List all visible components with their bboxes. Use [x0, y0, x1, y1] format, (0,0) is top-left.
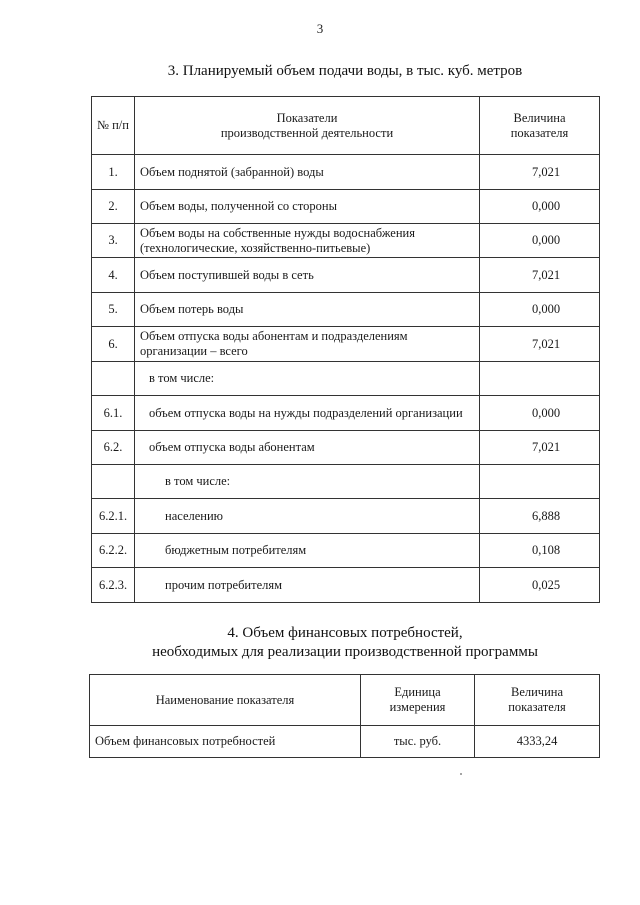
row-value: 7,021	[480, 327, 600, 362]
section-4-title-line2: необходимых для реализации производственной программы	[152, 644, 538, 660]
header-indicator-name: Наименование показателя	[90, 675, 361, 726]
row-number: 6.2.2.	[92, 534, 135, 568]
table-row	[92, 431, 600, 465]
table-row	[90, 726, 600, 758]
row-indicator: Объем поступившей воды в сеть	[135, 258, 480, 293]
table-header-row	[90, 675, 600, 726]
row-number: 6.2.	[92, 431, 135, 465]
table-row	[92, 258, 600, 293]
row-value: 0,000	[480, 224, 600, 258]
row-number: 4.	[92, 258, 135, 293]
row-number: 6.1.	[92, 396, 135, 431]
row-number: 5.	[92, 293, 135, 327]
water-supply-table	[91, 96, 600, 603]
header-unit-line1: Единица	[394, 685, 441, 699]
table-row	[92, 155, 600, 190]
table-row	[92, 362, 600, 396]
header-value-line2: показателя	[510, 125, 569, 140]
row-number	[92, 465, 135, 499]
page-number: 3	[316, 21, 324, 36]
header-indicator-line1: Показатели	[276, 110, 338, 125]
row-indicator: в том числе:	[135, 362, 480, 396]
table-row	[92, 224, 600, 258]
row-indicator: населению	[135, 499, 480, 534]
table-row	[92, 499, 600, 534]
table-row	[92, 465, 600, 499]
header-indicator-line2: производственной деятельности	[220, 125, 394, 140]
row-number: 2.	[92, 190, 135, 224]
row-value: 6,888	[480, 499, 600, 534]
financial-needs-table	[89, 674, 600, 758]
row-indicator: Объем воды на собственные нужды водоснабжения (технологические, хозяйственно-питьевые)	[135, 224, 480, 258]
table-row	[92, 568, 600, 603]
row-value: 7,021	[480, 431, 600, 465]
row-indicator: объем отпуска воды абонентам	[135, 431, 480, 465]
row-indicator: Объем воды, полученной со стороны	[135, 190, 480, 224]
table-row	[92, 327, 600, 362]
section-4-title	[0, 624, 640, 662]
section-3-title-text: 3. Планируемый объем подачи воды, в тыс. куб. метров	[167, 63, 523, 79]
row-value: 0,000	[480, 293, 600, 327]
header-number: № п/п	[92, 97, 135, 155]
row-number: 6.2.3.	[92, 568, 135, 603]
row-number: 6.	[92, 327, 135, 362]
table-row	[92, 190, 600, 224]
row-indicator: Объем финансовых потребностей	[90, 726, 361, 758]
header-unit-line2: измерения	[389, 700, 446, 714]
table-row	[92, 396, 600, 431]
row-indicator: Объем отпуска воды абонентам и подразделениям организации – всего	[135, 327, 480, 362]
row-unit: тыс. руб.	[361, 726, 475, 758]
row-indicator: объем отпуска воды на нужды подразделений организации	[135, 396, 480, 431]
header-value-line1: Величина	[510, 685, 564, 699]
table-row	[92, 534, 600, 568]
row-value: 7,021	[480, 155, 600, 190]
row-number: 3.	[92, 224, 135, 258]
row-value: 7,021	[480, 258, 600, 293]
row-value	[480, 465, 600, 499]
header-value-line2: показателя	[508, 700, 566, 714]
section-4-title-line1: 4. Объем финансовых потребностей,	[227, 625, 463, 641]
row-indicator: в том числе:	[135, 465, 480, 499]
row-value: 0,000	[480, 396, 600, 431]
row-indicator: прочим потребителям	[135, 568, 480, 603]
header-value	[475, 675, 600, 726]
section-3-title	[0, 62, 640, 81]
header-value-line1: Величина	[513, 110, 566, 125]
row-value: 0,025	[480, 568, 600, 603]
row-number	[92, 362, 135, 396]
header-indicator	[135, 97, 480, 155]
row-indicator: Объем поднятой (забранной) воды	[135, 155, 480, 190]
scan-speck	[460, 773, 462, 775]
row-number: 1.	[92, 155, 135, 190]
row-value: 0,108	[480, 534, 600, 568]
header-unit	[361, 675, 475, 726]
table-header-row	[92, 97, 600, 155]
header-value	[480, 97, 600, 155]
row-indicator: Объем потерь воды	[135, 293, 480, 327]
row-value: 4333,24	[475, 726, 600, 758]
row-value	[480, 362, 600, 396]
row-value: 0,000	[480, 190, 600, 224]
table-row	[92, 293, 600, 327]
row-number: 6.2.1.	[92, 499, 135, 534]
row-indicator: бюджетным потребителям	[135, 534, 480, 568]
